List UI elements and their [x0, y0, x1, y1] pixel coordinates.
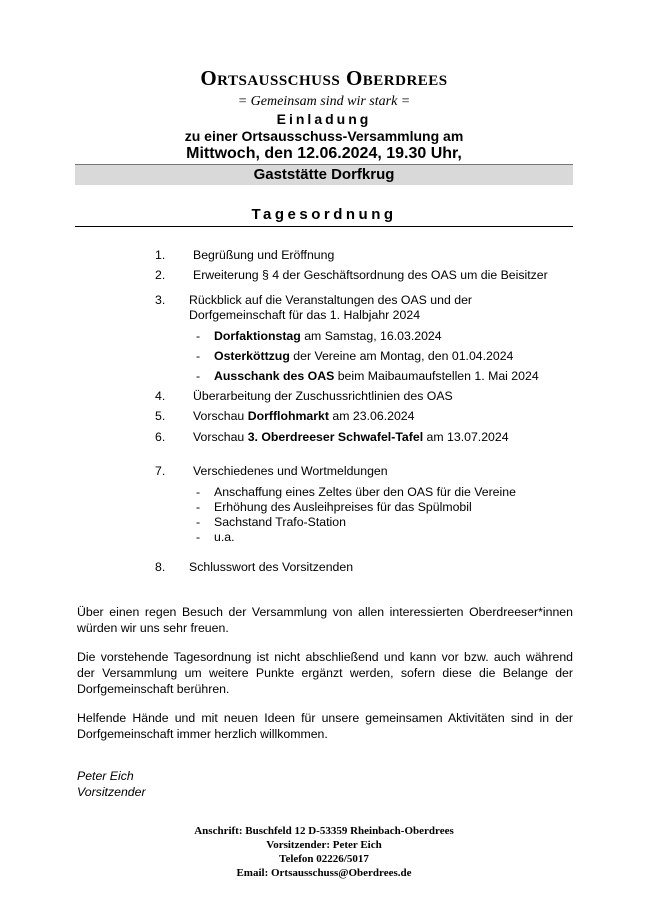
org-title: Ortsausschuss Oberdrees: [200, 66, 448, 90]
agenda-subitem: Anschaffung eines Zeltes über den OAS für die Vereine: [214, 485, 516, 499]
footer-address: Anschrift: Buschfeld 12 D-53359 Rheinbach-Oberdrees: [194, 825, 454, 837]
body-paragraph: Helfende Hände und mit neuen Ideen für unsere gemeinsamen Aktivitäten sind in der Dorfgemeinschaft immer herzlich willkommen.: [77, 711, 573, 741]
bullet-dash: -: [196, 369, 201, 383]
agenda-item-text: Vorschau 3. Oberdreeser Schwafel-Tafel am 13.07.2024: [193, 430, 509, 444]
bullet-dash: -: [196, 349, 201, 363]
agenda-item-number: 7.: [155, 464, 166, 478]
agenda-item-number: 8.: [155, 560, 166, 574]
agenda-subitem: Ausschank des OAS beim Maibaumaufstellen 1. Mai 2024: [214, 369, 539, 383]
motto: = Gemeinsam sind wir stark =: [237, 94, 411, 109]
agenda-subitem: Erhöhung des Ausleihpreises für das Spülmobil: [214, 500, 472, 514]
agenda-subitem: Dorfaktionstag am Samstag, 16.03.2024: [214, 329, 442, 343]
agenda-item-number: 4.: [155, 389, 166, 403]
bullet-dash: -: [196, 530, 201, 544]
meeting-datetime: Mittwoch, den 12.06.2024, 19.30 Uhr,: [186, 145, 462, 162]
agenda-item-text: Verschiedenes und Wortmeldungen: [193, 464, 388, 478]
body-paragraph: Die vorstehende Tagesordnung ist nicht abschließend und kann vor bzw. auch während der Versammlung um weitere Punkte ergänzt werden, sofern diese die Belange der Dorfgemeinschaft berühren.: [77, 650, 573, 696]
agenda-item-number: 6.: [155, 430, 166, 444]
signature-role: Vorsitzender: [77, 785, 146, 799]
agenda-item-text: Erweiterung § 4 der Geschäftsordnung des OAS um die Beisitzer: [193, 268, 548, 282]
agenda-item-number: 3.: [155, 293, 166, 307]
agenda-subitem: Sachstand Trafo-Station: [214, 515, 346, 529]
footer-phone: Telefon 02226/5017: [279, 853, 369, 865]
footer-chair: Vorsitzender: Peter Eich: [266, 839, 382, 851]
agenda-item-text: Rückblick auf die Veranstaltungen des OAS und der: [189, 293, 473, 307]
agenda-item-text: Dorfgemeinschaft für das 1. Halbjahr 2024: [189, 308, 421, 322]
bullet-dash: -: [196, 500, 201, 514]
body-paragraph: Über einen regen Besuch der Versammlung von allen interessierten Oberdreeser*innen würden wir uns sehr freuen.: [77, 605, 573, 635]
agenda-title: Tagesordnung: [251, 206, 397, 223]
invitation-subtitle: zu einer Ortsausschuss-Versammlung am: [184, 128, 464, 144]
agenda-item-text: Überarbeitung der Zuschussrichtlinien des OAS: [193, 389, 453, 403]
agenda-item-number: 5.: [155, 409, 166, 423]
bullet-dash: -: [196, 485, 201, 499]
agenda-item-text: Vorschau Dorfflohmarkt am 23.06.2024: [193, 409, 415, 423]
agenda-divider: [75, 226, 573, 227]
agenda-item-number: 2.: [155, 268, 166, 282]
footer-email: Email: Ortsausschuss@Oberdrees.de: [236, 867, 412, 879]
signature-name: Peter Eich: [77, 769, 134, 783]
agenda-subitem: Osterköttzug der Vereine am Montag, den 01.04.2024: [214, 349, 514, 363]
meeting-venue: Gaststätte Dorfkrug: [253, 166, 395, 183]
bullet-dash: -: [196, 329, 201, 343]
bullet-dash: -: [196, 515, 201, 529]
agenda-item-number: 1.: [155, 248, 166, 262]
agenda-subitem: u.a.: [214, 530, 235, 544]
agenda-item-text: Schlusswort des Vorsitzenden: [189, 560, 354, 574]
invitation-heading: Einladung: [276, 111, 372, 127]
agenda-item-text: Begrüßung und Eröffnung: [193, 248, 335, 262]
